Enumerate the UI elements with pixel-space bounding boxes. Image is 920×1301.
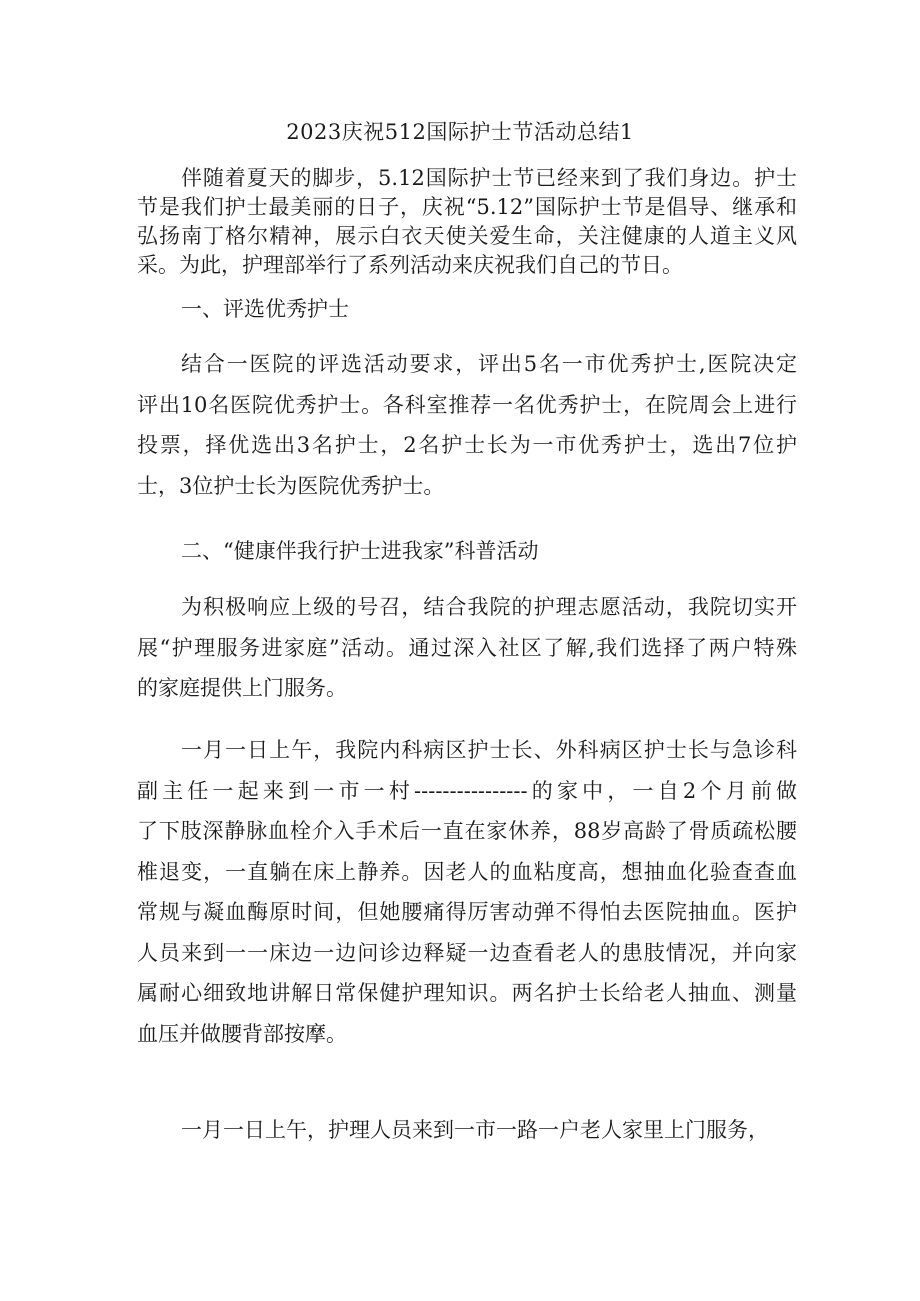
paragraph-line: 评出10名医院优秀护士。各科室推荐一名优秀护士，在院周会上进行	[137, 392, 797, 417]
visit1-paragraph	[137, 730, 797, 1054]
document-title: 2023庆祝512国际护士节活动总结1	[286, 120, 634, 144]
paragraph-line: 展“护理服务进家庭”活动。通过深入社区了解,我们选择了两户特殊	[137, 635, 797, 660]
paragraph-line: 为积极响应上级的号召，结合我院的护理志愿活动，我院切实开	[181, 595, 797, 619]
paragraph-line: 的家庭提供上门服务。	[137, 676, 347, 700]
paragraph-line: 弘扬南丁格尔精神，展示白衣天使关爱生命，关注健康的人道主义风	[137, 224, 797, 248]
section-heading-2: 二、“健康伴我行护士进我家”科普活动	[181, 539, 539, 563]
paragraph-line: 士，3位护士长为医院优秀护士。	[137, 473, 445, 498]
intro-paragraph	[137, 164, 797, 280]
visit2-paragraph	[137, 1110, 797, 1151]
paragraph-line: 属耐心细致地讲解日常保健护理知识。两名护士长给老人抽血、测量	[137, 981, 797, 1005]
paragraph-line: 伴随着夏天的脚步，5.12国际护士节已经来到了我们身边。护士	[181, 166, 797, 190]
paragraph-line: 副主任一起来到一市一村----------------的家中，一自2个月前做	[137, 778, 797, 803]
paragraph-line: 采。为此，护理部举行了系列活动来庆祝我们自己的节日。	[137, 253, 683, 277]
paragraph-line: 投票，择优选出3名护士，2名护士长为一市优秀护士，选出7位护	[137, 433, 797, 457]
section-heading-1: 一、评选优秀护士	[181, 297, 349, 321]
paragraph-line: 节是我们护士最美丽的日子，庆祝“5.12”国际护士节是倡导、继承和	[137, 195, 797, 219]
paragraph-line: 椎退变，一直躺在床上静养。因老人的血粘度高，想抽血化验查查血	[137, 859, 797, 884]
paragraph-line: 了下肢深静脉血栓介入手术后一直在家休养，88岁高龄了骨质疏松腰	[137, 819, 797, 843]
section2-paragraph	[137, 587, 797, 709]
paragraph-line: 常规与凝血酶原时间，但她腰痛得厉害动弹不得怕去医院抽血。医护	[137, 900, 797, 924]
section1-paragraph	[137, 344, 797, 506]
paragraph-line: 血压并做腰背部按摩。	[137, 1021, 347, 1046]
paragraph-line: 结合一医院的评选活动要求，评出5名一市优秀护士,医院决定	[181, 352, 797, 376]
paragraph-line: 一月一日上午，我院内科病区护士长、外科病区护士长与急诊科	[181, 738, 797, 762]
paragraph-line: 人员来到一一床边一边问诊边释疑一边查看老人的患肢情况，并向家	[137, 940, 797, 965]
paragraph-line: 一月一日上午，护理人员来到一市一路一户老人家里上门服务，	[181, 1118, 769, 1142]
